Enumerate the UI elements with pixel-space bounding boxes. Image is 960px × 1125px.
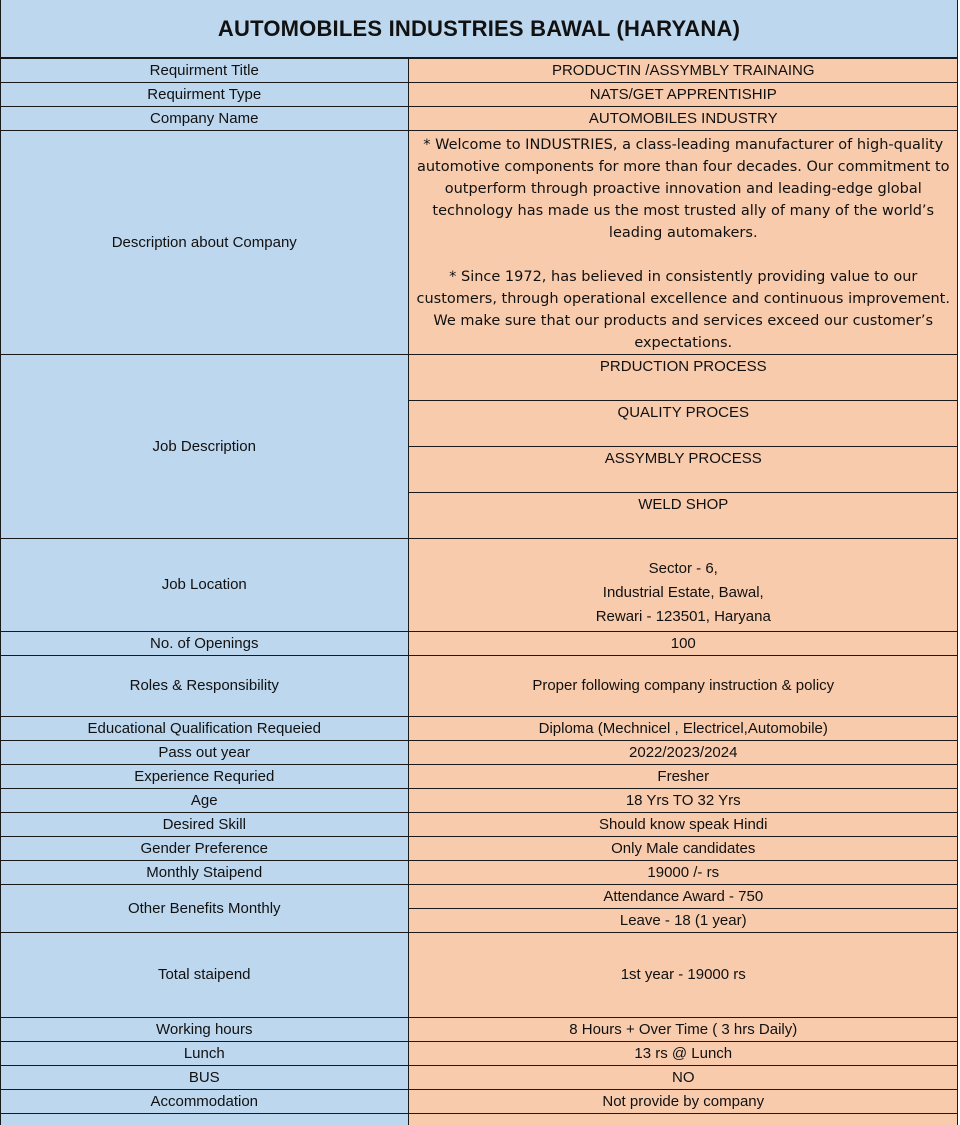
education-value: Diploma (Mechnicel , Electricel,Automobile) — [408, 717, 958, 741]
job-location-line: Rewari - 123501, Haryana — [595, 608, 771, 625]
pass-out-year-label: Pass out year — [1, 741, 408, 765]
total-stipend-value: 1st year - 19000 rs — [408, 933, 958, 1018]
requirement-type-label: Requirment Type — [1, 83, 408, 107]
requirement-title-label: Requirment Title — [1, 59, 408, 83]
company-name-label: Company Name — [1, 107, 408, 131]
desired-skill-value: Should know speak Hindi — [408, 813, 958, 837]
experience-value: Fresher — [408, 765, 958, 789]
job-description-item: WELD SHOP — [408, 493, 958, 539]
other-benefits-item: Attendance Award - 750 — [408, 885, 958, 909]
table-row — [1, 355, 958, 401]
table-row — [1, 837, 958, 861]
table-row — [1, 83, 958, 107]
table-row — [1, 1042, 958, 1066]
table-row — [1, 933, 958, 1018]
job-description-item: PRDUCTION PROCESS — [408, 355, 958, 401]
job-location-value — [408, 539, 958, 632]
total-stipend-label: Total staipend — [1, 933, 408, 1018]
roles-value: Proper following company instruction & policy — [408, 656, 958, 717]
openings-value: 100 — [408, 632, 958, 656]
job-description-item: QUALITY PROCES — [408, 401, 958, 447]
other-benefits-item: Leave - 18 (1 year) — [408, 909, 958, 933]
pass-out-year-value: 2022/2023/2024 — [408, 741, 958, 765]
table-row — [1, 885, 958, 909]
requirement-table — [1, 58, 958, 1125]
cutoff-row-label — [1, 1114, 408, 1125]
table-row — [1, 1066, 958, 1090]
monthly-stipend-value: 19000 /- rs — [408, 861, 958, 885]
table-row — [1, 813, 958, 837]
description-paragraph: * Since 1972, has believed in consistently providing value to our customers, through operational excellence and continuous improvement. We make sure that our products and services exceed our customer’s expectations. — [416, 269, 950, 351]
table-row — [1, 861, 958, 885]
page-title: AUTOMOBILES INDUSTRIES BAWAL (HARYANA) — [1, 0, 957, 58]
table-row — [1, 741, 958, 765]
table-row — [1, 789, 958, 813]
bus-label: BUS — [1, 1066, 408, 1090]
age-label: Age — [1, 789, 408, 813]
accommodation-label: Accommodation — [1, 1090, 408, 1114]
job-location-line: Sector - 6, — [648, 560, 718, 577]
education-label: Educational Qualification Requeied — [1, 717, 408, 741]
table-row — [1, 656, 958, 717]
requirement-type-value: NATS/GET APPRENTISHIP — [408, 83, 958, 107]
company-name-value: AUTOMOBILES INDUSTRY — [408, 107, 958, 131]
table-row — [1, 1114, 958, 1125]
table-row — [1, 539, 958, 632]
cutoff-row-value — [408, 1114, 958, 1125]
other-benefits-label: Other Benefits Monthly — [1, 885, 408, 933]
openings-label: No. of Openings — [1, 632, 408, 656]
roles-label: Roles & Responsibility — [1, 656, 408, 717]
desired-skill-label: Desired Skill — [1, 813, 408, 837]
table-row — [1, 1090, 958, 1114]
working-hours-label: Working hours — [1, 1018, 408, 1042]
accommodation-value: Not provide by company — [408, 1090, 958, 1114]
job-location-line: Industrial Estate, Bawal, — [602, 584, 764, 601]
bus-value: NO — [408, 1066, 958, 1090]
table-row — [1, 765, 958, 789]
gender-preference-label: Gender Preference — [1, 837, 408, 861]
monthly-stipend-label: Monthly Staipend — [1, 861, 408, 885]
working-hours-value: 8 Hours + Over Time ( 3 hrs Daily) — [408, 1018, 958, 1042]
table-row — [1, 717, 958, 741]
experience-label: Experience Requried — [1, 765, 408, 789]
job-description-item: ASSYMBLY PROCESS — [408, 447, 958, 493]
job-location-label: Job Location — [1, 539, 408, 632]
job-description-label: Job Description — [1, 355, 408, 539]
description-value — [408, 131, 958, 355]
table-row — [1, 131, 958, 355]
table-row — [1, 59, 958, 83]
lunch-label: Lunch — [1, 1042, 408, 1066]
description-label: Description about Company — [1, 131, 408, 355]
age-value: 18 Yrs TO 32 Yrs — [408, 789, 958, 813]
lunch-value: 13 rs @ Lunch — [408, 1042, 958, 1066]
description-paragraph: * Welcome to INDUSTRIES, a class-leading manufacturer of high-quality automotive components for more than four decades. Our commitment to outperform through proactive innovation and leading-edge global technology has made us the most trusted ally of many of the world’s leading automakers. — [416, 137, 950, 241]
table-row — [1, 632, 958, 656]
requirement-title-value: PRODUCTIN /ASSYMBLY TRAINAING — [408, 59, 958, 83]
gender-preference-value: Only Male candidates — [408, 837, 958, 861]
table-row — [1, 1018, 958, 1042]
table-row — [1, 107, 958, 131]
